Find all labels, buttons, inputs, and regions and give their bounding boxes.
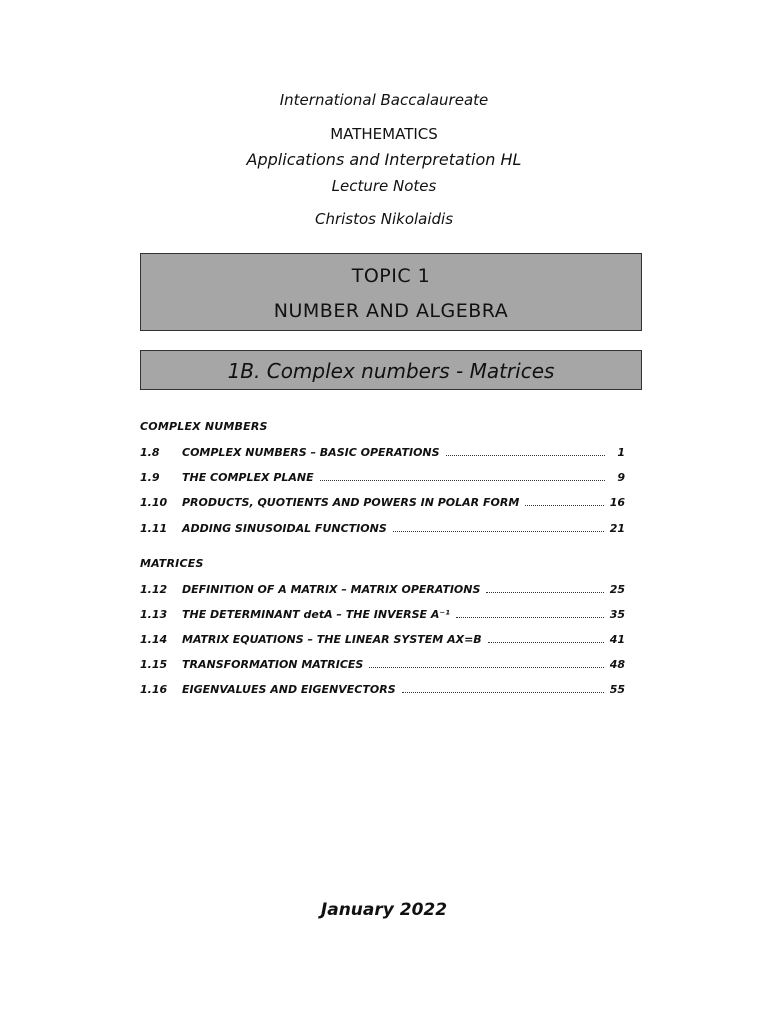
subject-title: MATHEMATICS (330, 125, 438, 143)
topic-title: NUMBER AND ALGEBRA (273, 300, 509, 322)
toc-row (140, 683, 625, 699)
author-name: Christos Nikolaidis (314, 210, 454, 228)
toc-leader (486, 583, 603, 593)
institution-name: International Baccalaureate (279, 91, 489, 109)
toc-title: COMPLEX NUMBERS – BASIC OPERATIONS (182, 446, 440, 459)
toc-row (140, 471, 625, 487)
toc-leader (369, 658, 603, 668)
toc-row (140, 496, 625, 512)
toc-row (140, 583, 625, 599)
toc-title: DEFINITION OF A MATRIX – MATRIX OPERATIONS (182, 583, 481, 596)
toc-leader (456, 608, 604, 618)
toc-leader (525, 496, 603, 506)
toc-title: THE COMPLEX PLANE (182, 471, 314, 484)
toc-number: 1.8 (140, 446, 160, 459)
toc-leader (320, 471, 605, 481)
toc-page: 41 (609, 633, 625, 646)
toc-page: 16 (609, 496, 625, 509)
section-heading-matrices: MATRICES (140, 557, 204, 570)
toc-row (140, 446, 625, 462)
toc-page: 1 (617, 446, 625, 459)
document-type: Lecture Notes (331, 177, 437, 195)
subtopic-title: 1B. Complex numbers - Matrices (140, 350, 642, 390)
toc-title: THE DETERMINANT detA – THE INVERSE A⁻¹ (182, 608, 451, 621)
toc-number: 1.9 (140, 471, 160, 484)
toc-leader (446, 446, 605, 456)
course-title: Applications and Interpretation HL (246, 150, 522, 169)
toc-page: 55 (609, 683, 625, 696)
document-date: January 2022 (320, 900, 448, 920)
toc-page: 9 (617, 471, 625, 484)
toc-number: 1.13 (140, 608, 168, 621)
toc-title: EIGENVALUES AND EIGENVECTORS (182, 683, 396, 696)
toc-number: 1.12 (140, 583, 168, 596)
toc-page: 35 (609, 608, 625, 621)
toc-leader (402, 683, 604, 693)
toc-number: 1.15 (140, 658, 168, 671)
toc-number: 1.14 (140, 633, 168, 646)
toc-number: 1.11 (140, 522, 168, 535)
toc-page: 21 (609, 522, 625, 535)
toc-row (140, 522, 625, 538)
section-heading-complex: COMPLEX NUMBERS (140, 420, 268, 433)
toc-number: 1.10 (140, 496, 168, 509)
toc-leader (488, 633, 604, 643)
toc-leader (393, 522, 604, 532)
toc-page: 48 (609, 658, 625, 671)
toc-title: PRODUCTS, QUOTIENTS AND POWERS IN POLAR FORM (182, 496, 520, 509)
toc-number: 1.16 (140, 683, 168, 696)
toc-row (140, 608, 625, 624)
toc-title: TRANSFORMATION MATRICES (182, 658, 364, 671)
topic-box (140, 253, 642, 331)
toc-row (140, 633, 625, 649)
toc-title: ADDING SINUSOIDAL FUNCTIONS (182, 522, 387, 535)
topic-number: TOPIC 1 (351, 265, 431, 287)
toc-page: 25 (609, 583, 625, 596)
toc-title: MATRIX EQUATIONS – THE LINEAR SYSTEM AX=B (182, 633, 482, 646)
toc-row (140, 658, 625, 674)
